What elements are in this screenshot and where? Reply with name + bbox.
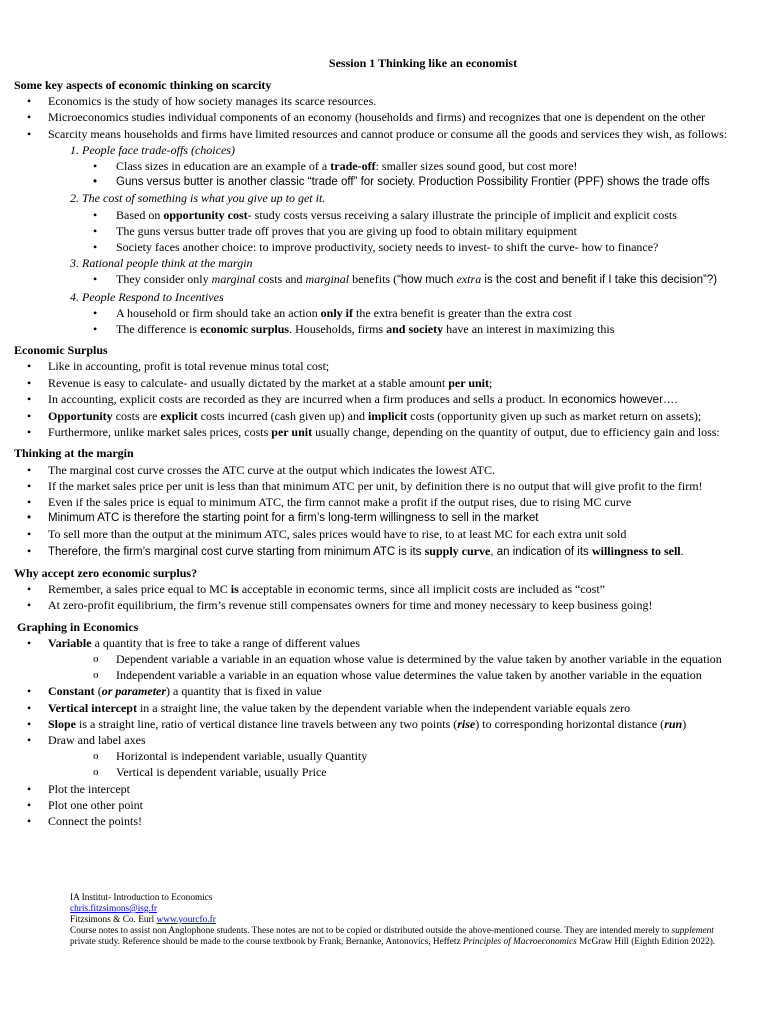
bullet-list	[14, 358, 762, 440]
text: the extra benefit is greater than the extra cost	[352, 305, 572, 320]
text: benefits (	[349, 272, 398, 287]
sub-list-item: o Dependent variable a variable in an equation whose value is determined by the value taken by another variable in the equation	[14, 651, 762, 667]
section-heading: Graphing in Economics	[17, 619, 139, 634]
italic-text: marginal	[211, 272, 256, 287]
text: In economics however….	[548, 393, 678, 406]
text: A household or firm should take an action	[116, 305, 321, 320]
numbered-heading: 1. People face trade-offs (choices)	[70, 142, 235, 157]
text: costs (opportunity given up such as market return on assets);	[407, 409, 702, 424]
bold-text: trade-off	[330, 159, 376, 174]
list-item: • Like in accounting, profit is total revenue minus total cost;	[14, 358, 762, 374]
email-link[interactable]: chris.fitzsimons@isg.fr	[70, 904, 158, 914]
bold-text: opportunity cost	[163, 207, 248, 222]
text: )	[682, 716, 687, 731]
bullet-list	[14, 158, 762, 190]
bullet-list	[14, 305, 762, 337]
list-item: • Draw and label axes	[14, 732, 762, 748]
bold-italic-text: rise	[457, 716, 476, 731]
bullet-list	[14, 581, 762, 613]
text: (	[94, 684, 102, 699]
numbered-heading: 3. Rational people think at the margin	[70, 256, 253, 271]
text: Therefore, the firm’s marginal cost curve starting from minimum ATC is its	[48, 545, 425, 558]
sub-list-item: o Vertical is dependent variable, usually Price	[14, 764, 762, 780]
list-item: • Guns versus butter is another classic “trade off” for society. Production Possibility Frontier (PPF) shows the trade offs	[14, 174, 762, 190]
bullet-list	[14, 93, 762, 142]
italic-text: supplement	[671, 926, 714, 936]
text: Fitzsimons & Co. Eurl	[70, 915, 157, 925]
text: costs incurred (cash given up) and	[197, 409, 368, 424]
list-item: • Connect the points!	[14, 813, 762, 829]
sub-list-item: o Horizontal is independent variable, usually Quantity	[14, 748, 762, 764]
text: ) to corresponding horizontal distance (	[475, 716, 665, 731]
list-item	[14, 543, 762, 560]
list-item: • The guns versus butter trade off proves that you are giving up food to obtain military equipment	[14, 223, 762, 239]
text: ) a quantity that is fixed in value	[166, 684, 322, 699]
sub-list-item: o Independent variable a variable in an equation whose value determines the value taken by another variable in the equation	[14, 667, 762, 683]
text: Course notes to assist non Anglophone students. These notes are not to be copied or distributed outside the above-mentioned course. They are intended merely to	[70, 926, 672, 936]
text: is a straight line, ratio of vertical distance line travels between any two points (	[76, 716, 458, 731]
text: Furthermore, unlike market sales prices, costs	[48, 425, 272, 440]
bold-italic-text: or parameter	[101, 684, 167, 699]
list-item: • At zero-profit equilibrium, the firm’s revenue still compensates owners for time and money necessary to keep business going!	[14, 597, 762, 613]
bold-text: per unit	[271, 425, 313, 440]
section-thinking-at-margin	[14, 445, 762, 559]
section-scarcity	[14, 77, 762, 337]
list-item: • To sell more than the output at the minimum ATC, sales prices would have to rise, to at least MC for each extra unit sold	[14, 526, 762, 542]
text: : smaller sizes sound good, but cost more!	[375, 159, 578, 174]
list-item: • Minimum ATC is therefore the starting point for a firm’s long-term willingness to sell in the market	[14, 510, 762, 526]
section-heading: Economic Surplus	[14, 343, 108, 358]
italic-text: marginal	[305, 272, 350, 287]
list-item	[14, 207, 762, 223]
list-item	[14, 683, 762, 699]
list-item	[14, 635, 762, 651]
bullet-list	[14, 635, 762, 829]
bold-text: only if	[320, 305, 353, 320]
list-item: • If the market sales price per unit is less than that minimum ATC per unit, by definition there is no output that will give profit to the firm!	[14, 478, 762, 494]
text: “how much	[397, 274, 457, 287]
list-item	[14, 158, 762, 174]
text: costs are	[112, 409, 161, 424]
list-item: • Economics is the study of how society manages its scarce resources.	[14, 93, 762, 109]
footer-institution: IA Institut- Introduction to Economics	[70, 893, 213, 903]
bullet-list	[14, 271, 762, 288]
text: Revenue is easy to calculate- and usually dictated by the market at a stable amount	[48, 375, 449, 390]
list-item	[14, 424, 762, 440]
section-zero-surplus	[14, 565, 762, 614]
text: Remember, a sales price equal to MC	[48, 582, 231, 597]
text: In accounting, explicit costs are recorded as they are incurred when a firm produces and sells a product.	[48, 391, 549, 406]
italic-text: extra	[456, 272, 482, 287]
text: private study. Reference should be made to the course textbook by Frank, Bernanke, Antonovics, Heffetz	[70, 937, 463, 947]
bold-text: Vertical intercept	[48, 700, 137, 715]
bold-text: willingness to sell	[591, 543, 681, 558]
list-item: • Microeconomics studies individual components of an economy (households and firms) and recognizes that one is dependent on the other	[14, 109, 762, 125]
bold-text: Slope	[48, 716, 77, 731]
text: costs and	[255, 272, 306, 287]
text: - study costs versus receiving a salary illustrate the principle of implicit and explicit costs	[247, 207, 677, 222]
list-item: • Plot the intercept	[14, 781, 762, 797]
bold-text: Constant	[48, 684, 95, 699]
bold-text: economic surplus	[200, 322, 290, 337]
text: have an interest in maximizing this	[443, 322, 615, 337]
text: acceptable in economic terms, since all implicit costs are included as “cost”	[238, 582, 606, 597]
list-item: • Plot one other point	[14, 797, 762, 813]
bold-text: is	[230, 582, 239, 597]
bold-text: and society	[386, 322, 444, 337]
text: Based on	[116, 207, 164, 222]
list-item	[14, 271, 762, 288]
text: They consider only	[116, 272, 212, 287]
list-item	[14, 408, 762, 424]
bold-text: per unit	[448, 375, 489, 390]
text: . Households, firms	[289, 322, 387, 337]
page-footer	[70, 893, 730, 948]
text: ;	[489, 375, 493, 390]
list-item: • Society faces another choice: to improve productivity, society needs to invest- to shift the curve- how to finance?	[14, 239, 762, 255]
text: McGraw Hill (Eighth Edition 2022).	[576, 937, 716, 947]
bold-italic-text: run	[664, 716, 683, 731]
page-title: Session 1 Thinking like an economist	[328, 56, 518, 70]
list-item: • Even if the sales price is equal to minimum ATC, the firm cannot make a profit if the output rises, due to rising MC curve	[14, 494, 762, 510]
footer-disclaimer	[70, 926, 730, 948]
text: Class sizes in education are an example of a	[116, 159, 331, 174]
section-economic-surplus	[14, 342, 762, 440]
list-item	[14, 716, 762, 732]
text: usually change, depending on the quantity of output, due to efficiency gain and loss:	[312, 425, 720, 440]
text: in a straight line, the value taken by the dependent variable when the independent variable equals zero	[136, 700, 631, 715]
text: a quantity that is free to take a range of different values	[91, 635, 360, 650]
numbered-heading: 4. People Respond to Incentives	[70, 289, 224, 304]
bold-text: Variable	[48, 635, 92, 650]
bold-text: supply curve	[424, 543, 491, 558]
list-item	[14, 391, 762, 408]
text: is the cost and benefit if I take this decision”?)	[481, 274, 718, 287]
footer-company	[70, 915, 730, 926]
list-item: • Scarcity means households and firms have limited resources and cannot produce or consume all the goods and services they wish, as follows:	[14, 126, 762, 142]
list-item	[14, 305, 762, 321]
bold-text: Opportunity	[48, 409, 113, 424]
bullet-list	[14, 462, 762, 560]
section-heading: Why accept zero economic surplus?	[14, 565, 198, 580]
text: .	[680, 543, 684, 558]
bullet-list	[14, 207, 762, 256]
list-item	[14, 700, 762, 716]
list-item	[14, 321, 762, 337]
section-heading: Some key aspects of economic thinking on scarcity	[14, 78, 272, 92]
italic-text: Principles of Macroeconomics	[462, 937, 577, 947]
list-item: • The marginal cost curve crosses the ATC curve at the output which indicates the lowest ATC.	[14, 462, 762, 478]
text: The difference is	[116, 322, 201, 337]
list-item	[14, 375, 762, 391]
section-graphing	[14, 619, 762, 830]
bold-text: implicit	[367, 409, 408, 424]
section-heading: Thinking at the margin	[14, 446, 134, 461]
website-link[interactable]: www.yourcfo.fr	[156, 915, 216, 925]
numbered-heading: 2. The cost of something is what you give up to get it.	[70, 191, 326, 206]
list-item	[14, 581, 762, 597]
text: , an indication of its	[490, 545, 592, 558]
bold-text: explicit	[160, 409, 198, 424]
document-body	[14, 77, 762, 834]
